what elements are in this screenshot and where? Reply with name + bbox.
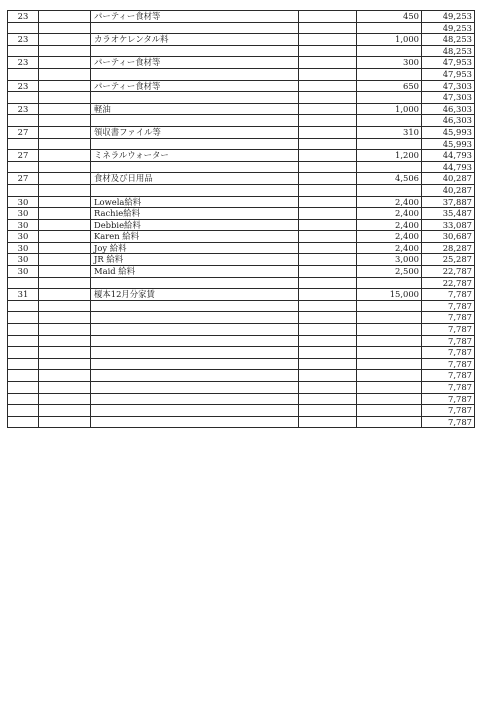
day-cell (8, 22, 39, 34)
income-cell (299, 231, 357, 243)
balance-cell: 22,787 (422, 277, 475, 289)
expense-cell (357, 115, 422, 127)
income-cell (299, 382, 357, 394)
expense-cell: 450 (357, 11, 422, 23)
blank-cell (39, 68, 91, 80)
expense-cell: 3,000 (357, 254, 422, 266)
balance-cell: 7,787 (422, 289, 475, 301)
description-cell (91, 92, 299, 104)
balance-cell: 46,303 (422, 103, 475, 115)
balance-cell: 7,787 (422, 382, 475, 394)
blank-cell (39, 242, 91, 254)
day-cell: 23 (8, 80, 39, 92)
expense-cell: 650 (357, 80, 422, 92)
income-cell (299, 80, 357, 92)
balance-cell: 46,303 (422, 115, 475, 127)
description-cell: 軽油 (91, 103, 299, 115)
blank-cell (39, 382, 91, 394)
income-cell (299, 150, 357, 162)
blank-cell (39, 254, 91, 266)
expense-cell (357, 416, 422, 428)
day-cell: 27 (8, 173, 39, 185)
balance-cell: 7,787 (422, 416, 475, 428)
expense-cell (357, 22, 422, 34)
description-cell (91, 22, 299, 34)
ledger-row (8, 231, 475, 243)
income-cell (299, 370, 357, 382)
income-cell (299, 11, 357, 23)
expense-cell (357, 45, 422, 57)
expense-cell (357, 68, 422, 80)
day-cell (8, 358, 39, 370)
ledger-row (8, 11, 475, 23)
blank-cell (39, 231, 91, 243)
day-cell (8, 161, 39, 173)
description-cell (91, 115, 299, 127)
balance-cell: 45,993 (422, 138, 475, 150)
balance-cell: 7,787 (422, 393, 475, 405)
balance-cell: 47,303 (422, 80, 475, 92)
day-cell (8, 347, 39, 359)
ledger-row (8, 370, 475, 382)
blank-cell (39, 173, 91, 185)
description-cell (91, 184, 299, 196)
ledger-row (8, 300, 475, 312)
blank-cell (39, 358, 91, 370)
balance-cell: 7,787 (422, 300, 475, 312)
balance-cell: 49,253 (422, 11, 475, 23)
income-cell (299, 22, 357, 34)
day-cell (8, 45, 39, 57)
blank-cell (39, 219, 91, 231)
balance-cell: 7,787 (422, 370, 475, 382)
blank-cell (39, 184, 91, 196)
income-cell (299, 34, 357, 46)
blank-cell (39, 208, 91, 220)
blank-cell (39, 324, 91, 336)
description-cell (91, 347, 299, 359)
expense-cell: 15,000 (357, 289, 422, 301)
balance-cell: 28,287 (422, 242, 475, 254)
balance-cell: 47,953 (422, 68, 475, 80)
description-cell (91, 324, 299, 336)
day-cell: 23 (8, 103, 39, 115)
ledger-row (8, 347, 475, 359)
ledger-body (8, 11, 475, 428)
balance-cell: 35,487 (422, 208, 475, 220)
income-cell (299, 358, 357, 370)
day-cell: 31 (8, 289, 39, 301)
income-cell (299, 405, 357, 417)
day-cell: 30 (8, 196, 39, 208)
description-cell: Maid 給料 (91, 266, 299, 278)
ledger-row (8, 126, 475, 138)
description-cell (91, 416, 299, 428)
expense-cell: 300 (357, 57, 422, 69)
balance-cell: 48,253 (422, 45, 475, 57)
day-cell (8, 324, 39, 336)
expense-cell (357, 184, 422, 196)
ledger-row (8, 57, 475, 69)
day-cell (8, 115, 39, 127)
income-cell (299, 335, 357, 347)
balance-cell: 30,687 (422, 231, 475, 243)
day-cell: 23 (8, 11, 39, 23)
income-cell (299, 208, 357, 220)
blank-cell (39, 393, 91, 405)
ledger-row (8, 405, 475, 417)
balance-cell: 45,993 (422, 126, 475, 138)
ledger-row (8, 242, 475, 254)
income-cell (299, 277, 357, 289)
ledger-row (8, 92, 475, 104)
expense-cell: 2,400 (357, 219, 422, 231)
income-cell (299, 347, 357, 359)
blank-cell (39, 266, 91, 278)
expense-cell (357, 382, 422, 394)
ledger-row (8, 219, 475, 231)
blank-cell (39, 416, 91, 428)
day-cell (8, 138, 39, 150)
blank-cell (39, 289, 91, 301)
balance-cell: 47,953 (422, 57, 475, 69)
balance-cell: 44,793 (422, 161, 475, 173)
blank-cell (39, 103, 91, 115)
description-cell (91, 405, 299, 417)
expense-cell: 2,500 (357, 266, 422, 278)
description-cell (91, 45, 299, 57)
ledger-row (8, 335, 475, 347)
description-cell: Joy 給料 (91, 242, 299, 254)
income-cell (299, 126, 357, 138)
blank-cell (39, 92, 91, 104)
expense-cell (357, 335, 422, 347)
income-cell (299, 219, 357, 231)
blank-cell (39, 22, 91, 34)
day-cell (8, 92, 39, 104)
expense-cell: 1,000 (357, 103, 422, 115)
ledger-row (8, 312, 475, 324)
day-cell: 23 (8, 57, 39, 69)
blank-cell (39, 138, 91, 150)
expense-cell: 1,200 (357, 150, 422, 162)
balance-cell: 22,787 (422, 266, 475, 278)
blank-cell (39, 312, 91, 324)
day-cell: 30 (8, 219, 39, 231)
ledger-row (8, 184, 475, 196)
expense-cell (357, 370, 422, 382)
blank-cell (39, 57, 91, 69)
balance-cell: 44,793 (422, 150, 475, 162)
day-cell: 30 (8, 242, 39, 254)
description-cell: パーティー食材等 (91, 11, 299, 23)
ledger-row (8, 254, 475, 266)
description-cell: ミネラルウォーター (91, 150, 299, 162)
ledger-row (8, 382, 475, 394)
day-cell (8, 370, 39, 382)
expense-cell (357, 92, 422, 104)
balance-cell: 25,287 (422, 254, 475, 266)
day-cell (8, 277, 39, 289)
income-cell (299, 393, 357, 405)
day-cell: 23 (8, 34, 39, 46)
description-cell: 食材及び日用品 (91, 173, 299, 185)
description-cell (91, 370, 299, 382)
day-cell: 30 (8, 208, 39, 220)
day-cell (8, 300, 39, 312)
expense-cell (357, 161, 422, 173)
blank-cell (39, 115, 91, 127)
income-cell (299, 115, 357, 127)
day-cell (8, 68, 39, 80)
income-cell (299, 138, 357, 150)
day-cell (8, 382, 39, 394)
ledger-row (8, 22, 475, 34)
expense-cell (357, 393, 422, 405)
income-cell (299, 324, 357, 336)
blank-cell (39, 277, 91, 289)
income-cell (299, 68, 357, 80)
ledger-row (8, 138, 475, 150)
expense-cell: 2,400 (357, 231, 422, 243)
ledger-row (8, 103, 475, 115)
description-cell: カラオケレンタル料 (91, 34, 299, 46)
description-cell (91, 382, 299, 394)
ledger-row (8, 173, 475, 185)
blank-cell (39, 300, 91, 312)
description-cell (91, 358, 299, 370)
description-cell: Debbie給料 (91, 219, 299, 231)
expense-cell: 310 (357, 126, 422, 138)
income-cell (299, 300, 357, 312)
expense-cell: 1,000 (357, 34, 422, 46)
ledger-row (8, 115, 475, 127)
expense-cell: 2,400 (357, 208, 422, 220)
expense-cell (357, 138, 422, 150)
income-cell (299, 416, 357, 428)
ledger-row (8, 266, 475, 278)
expense-cell (357, 405, 422, 417)
balance-cell: 7,787 (422, 312, 475, 324)
balance-cell: 40,287 (422, 173, 475, 185)
expense-cell: 2,400 (357, 242, 422, 254)
blank-cell (39, 196, 91, 208)
ledger-row (8, 416, 475, 428)
expense-cell (357, 312, 422, 324)
blank-cell (39, 80, 91, 92)
ledger-row (8, 324, 475, 336)
ledger-row (8, 277, 475, 289)
ledger-table (7, 10, 475, 428)
description-cell (91, 300, 299, 312)
balance-cell: 7,787 (422, 335, 475, 347)
description-cell: パーティー食材等 (91, 57, 299, 69)
blank-cell (39, 34, 91, 46)
expense-cell: 4,506 (357, 173, 422, 185)
blank-cell (39, 126, 91, 138)
expense-cell (357, 300, 422, 312)
description-cell: Rachie給料 (91, 208, 299, 220)
description-cell: パーティー食材等 (91, 80, 299, 92)
ledger-row (8, 161, 475, 173)
day-cell: 30 (8, 254, 39, 266)
blank-cell (39, 347, 91, 359)
blank-cell (39, 405, 91, 417)
description-cell: 榎本12月分家賃 (91, 289, 299, 301)
day-cell (8, 393, 39, 405)
ledger-row (8, 196, 475, 208)
blank-cell (39, 11, 91, 23)
day-cell: 27 (8, 150, 39, 162)
day-cell: 30 (8, 231, 39, 243)
income-cell (299, 242, 357, 254)
balance-cell: 48,253 (422, 34, 475, 46)
income-cell (299, 45, 357, 57)
income-cell (299, 266, 357, 278)
day-cell (8, 405, 39, 417)
income-cell (299, 57, 357, 69)
blank-cell (39, 370, 91, 382)
blank-cell (39, 161, 91, 173)
description-cell: Karen 給料 (91, 231, 299, 243)
blank-cell (39, 335, 91, 347)
description-cell (91, 312, 299, 324)
expense-cell (357, 324, 422, 336)
ledger-row (8, 34, 475, 46)
income-cell (299, 92, 357, 104)
expense-cell (357, 277, 422, 289)
balance-cell: 7,787 (422, 324, 475, 336)
day-cell (8, 335, 39, 347)
income-cell (299, 161, 357, 173)
balance-cell: 40,287 (422, 184, 475, 196)
ledger-row (8, 68, 475, 80)
ledger-row (8, 150, 475, 162)
ledger-row (8, 393, 475, 405)
balance-cell: 37,887 (422, 196, 475, 208)
income-cell (299, 184, 357, 196)
income-cell (299, 289, 357, 301)
ledger-row (8, 45, 475, 57)
expense-cell (357, 358, 422, 370)
income-cell (299, 254, 357, 266)
ledger-row (8, 358, 475, 370)
balance-cell: 7,787 (422, 405, 475, 417)
balance-cell: 7,787 (422, 347, 475, 359)
day-cell (8, 416, 39, 428)
balance-cell: 47,303 (422, 92, 475, 104)
description-cell (91, 335, 299, 347)
income-cell (299, 173, 357, 185)
balance-cell: 7,787 (422, 358, 475, 370)
day-cell: 27 (8, 126, 39, 138)
description-cell (91, 393, 299, 405)
ledger-row (8, 80, 475, 92)
expense-cell (357, 347, 422, 359)
balance-cell: 33,087 (422, 219, 475, 231)
ledger-row (8, 289, 475, 301)
description-cell: Lowela給料 (91, 196, 299, 208)
income-cell (299, 196, 357, 208)
description-cell (91, 161, 299, 173)
income-cell (299, 103, 357, 115)
blank-cell (39, 150, 91, 162)
day-cell (8, 184, 39, 196)
income-cell (299, 312, 357, 324)
description-cell (91, 277, 299, 289)
blank-cell (39, 45, 91, 57)
day-cell (8, 312, 39, 324)
ledger-row (8, 208, 475, 220)
description-cell (91, 138, 299, 150)
day-cell: 30 (8, 266, 39, 278)
description-cell: JR 給料 (91, 254, 299, 266)
balance-cell: 49,253 (422, 22, 475, 34)
expense-cell: 2,400 (357, 196, 422, 208)
description-cell: 領収書ファイル等 (91, 126, 299, 138)
description-cell (91, 68, 299, 80)
